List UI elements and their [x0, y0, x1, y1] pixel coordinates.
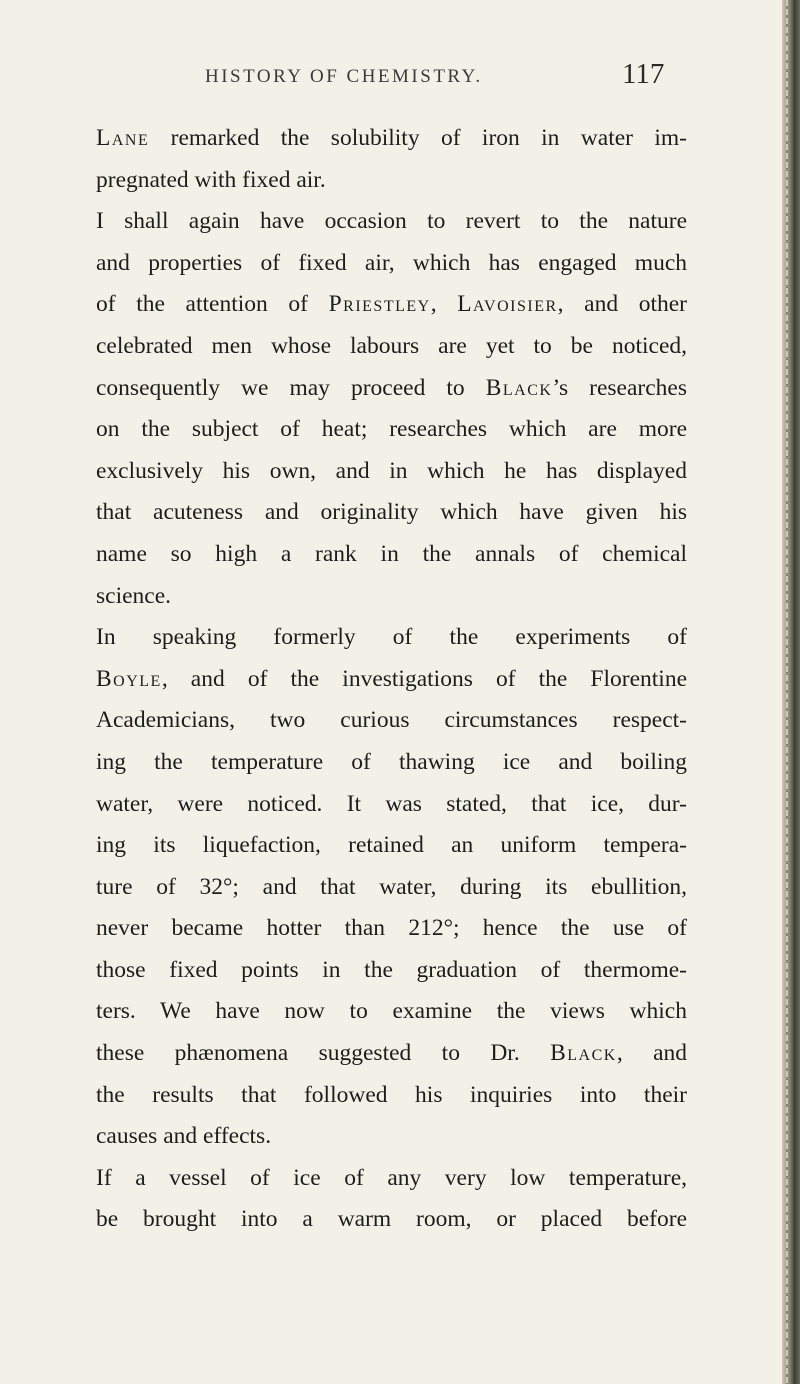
text-line [96, 118, 687, 160]
text-line [96, 534, 687, 576]
text-line [96, 1158, 687, 1200]
text-run: that acuteness and originality which have given his [96, 499, 687, 526]
text-line [96, 950, 687, 992]
text-line [96, 451, 687, 493]
text-run: be brought into a warm room, or placed before [96, 1206, 687, 1233]
text-run: ture of 32°; and that water, during its ebullition, [96, 873, 687, 900]
text-run: , and other [557, 291, 688, 318]
text-line [96, 991, 687, 1033]
running-head-title: HISTORY OF CHEMISTRY. [205, 66, 483, 87]
text-run: and properties of fixed air, which has engaged much [96, 249, 687, 276]
text-run: of the attention of [96, 291, 329, 318]
text-run: ters. We have now to examine the views which [96, 998, 687, 1025]
text-line [96, 284, 687, 326]
text-line [96, 1116, 687, 1158]
text-run: consequently we may proceed to [96, 374, 486, 401]
text-run: those fixed points in the graduation of thermome- [96, 956, 687, 983]
text-run: I shall again have occasion to revert to the nature [96, 208, 687, 235]
text-run: ing the temperature of thawing ice and boiling [96, 748, 687, 775]
text-run: on the subject of heat; researches which are more [96, 416, 687, 443]
text-line [96, 368, 687, 410]
text-run: water, were noticed. It was stated, that ice, dur- [96, 790, 687, 817]
text-line [96, 784, 687, 826]
text-line [96, 576, 687, 618]
text-run: name so high a rank in the annals of chemical [96, 540, 687, 567]
page-edge-binding [782, 0, 800, 1384]
running-head [0, 60, 800, 100]
name-small-caps: Black [550, 1040, 617, 1067]
text-run: science. [96, 582, 172, 609]
text-line [96, 201, 687, 243]
text-line [96, 326, 687, 368]
text-run: never became hotter than 212°; hence the use of [96, 915, 687, 942]
text-line [96, 492, 687, 534]
text-run: pregnated with fixed air. [96, 166, 326, 193]
body-text [96, 118, 687, 1241]
text-line [96, 1199, 687, 1241]
text-run: , and of the investigations of the Florentine [161, 665, 687, 692]
text-run: remarked the solubility of iron in water im- [149, 125, 687, 151]
text-line [96, 908, 687, 950]
text-run: Academicians, two curious circumstances respect- [96, 707, 687, 734]
text-run: ’s researches [552, 374, 687, 401]
text-line [96, 1033, 687, 1075]
text-run: the results that followed his inquiries into their [96, 1081, 687, 1108]
text-line [96, 742, 687, 784]
text-line [96, 867, 687, 909]
text-run: these phænomena suggested to Dr. [96, 1040, 551, 1067]
name-small-caps: Lavoisier [457, 291, 558, 318]
text-line [96, 825, 687, 867]
text-run: If a vessel of ice of any very low temperature, [96, 1164, 687, 1191]
text-line [96, 1075, 687, 1117]
text-run: ing its liquefaction, retained an uniform tempera- [96, 832, 687, 859]
text-run: causes and effects. [96, 1123, 272, 1150]
text-line [96, 160, 687, 202]
text-line [96, 409, 687, 451]
name-small-caps: Priestley [328, 291, 431, 318]
text-line [96, 659, 687, 701]
text-run: In speaking formerly of the experiments of [96, 624, 687, 651]
page-number: 117 [622, 58, 665, 90]
name-small-caps: Black [485, 374, 553, 401]
text-line [96, 700, 687, 742]
text-line [96, 243, 687, 285]
text-run: , [430, 291, 458, 318]
text-run: exclusively his own, and in which he has displayed [96, 457, 687, 484]
text-run: , and [616, 1040, 687, 1067]
name-small-caps: Boyle [96, 665, 162, 692]
text-line [96, 617, 687, 659]
name-small-caps: Lane [96, 125, 150, 151]
text-run: celebrated men whose labours are yet to be noticed, [96, 332, 687, 359]
